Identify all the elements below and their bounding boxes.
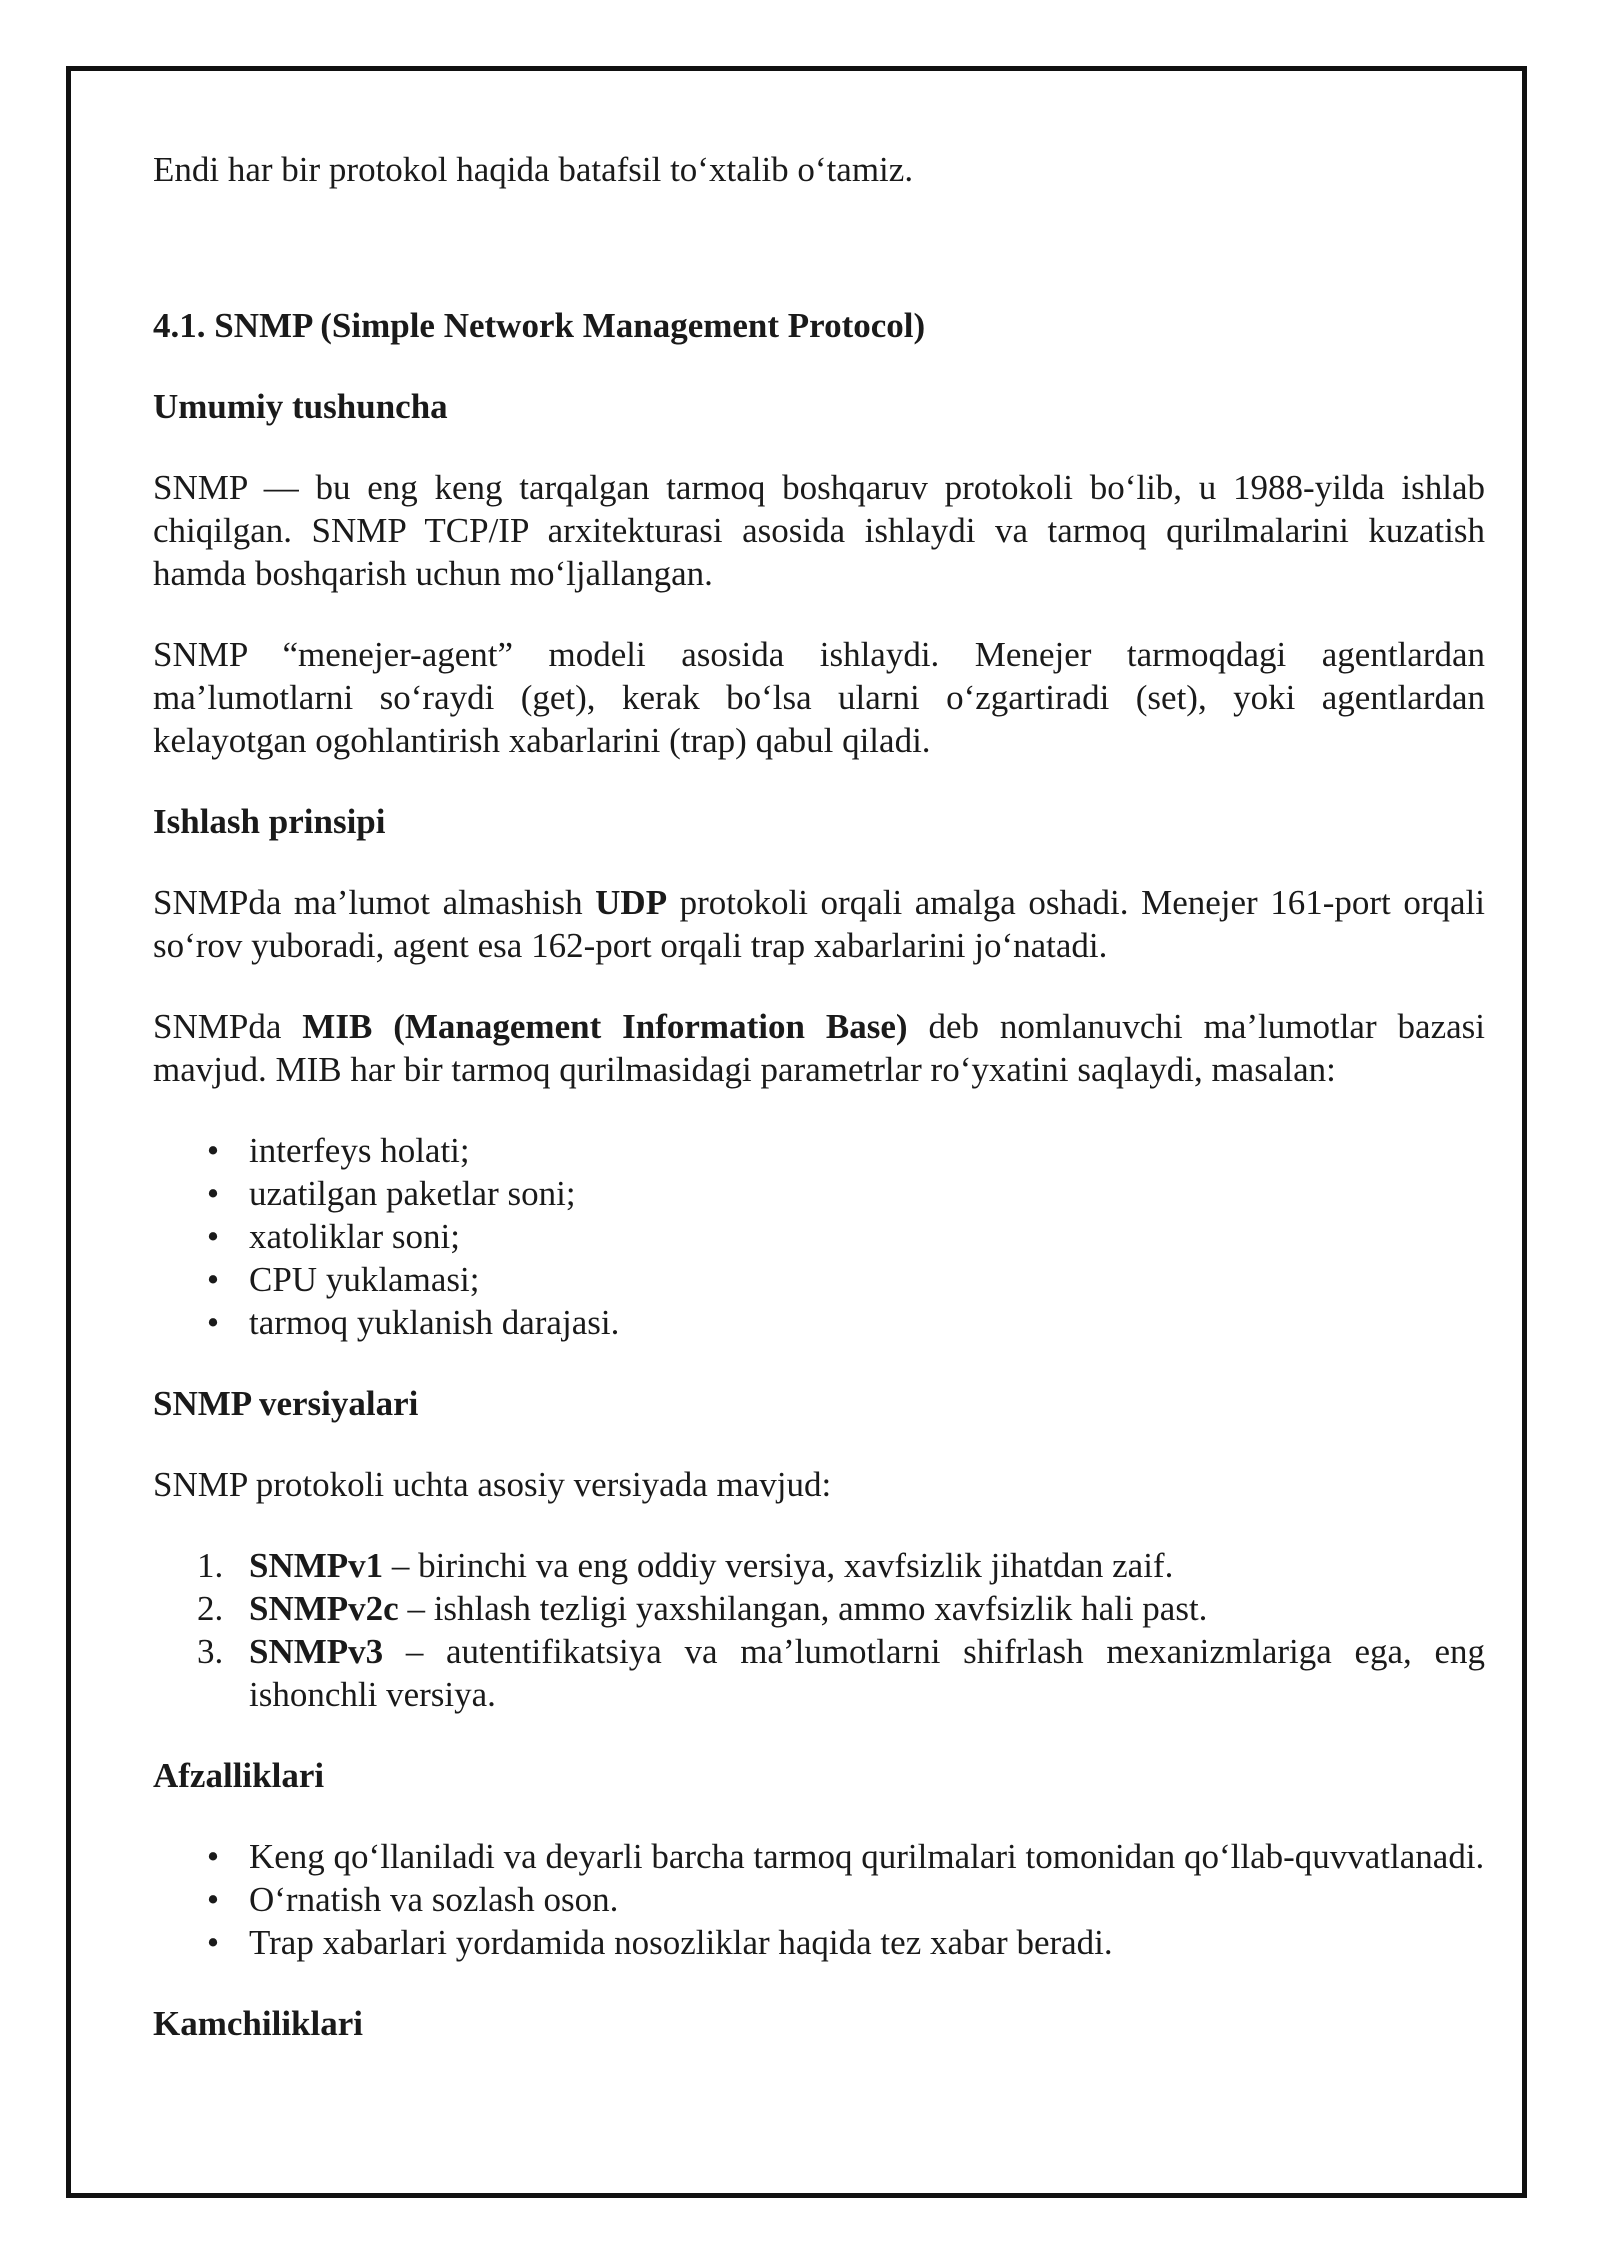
- list-item: [153, 1630, 1485, 1716]
- list-item: [153, 1587, 1485, 1630]
- text-segment: SNMPda ma’lumot almashish: [153, 883, 596, 922]
- document-body: [153, 148, 1485, 2083]
- version-description: – ishlash tezligi yaxshilangan, ammo xavfsizlik hali past.: [398, 1589, 1208, 1628]
- list-item: [153, 1215, 1485, 1258]
- bullet-marker: •: [206, 1923, 220, 1962]
- list-item-text: interfeys holati;: [249, 1131, 470, 1170]
- umumiy-paragraph-1: SNMP — bu eng keng tarqalgan tarmoq boshqaruv protokoli bo‘lib, u 1988-yilda ishlab chiqilgan. SNMP TCP/IP arxitekturasi asosida ishlaydi va tarmoq qurilmalarini kuzatish hamda boshqarish uchun mo‘ljallangan.: [153, 468, 1485, 593]
- section-title: 4.1. SNMP (Simple Network Management Protocol): [153, 306, 926, 345]
- bullet-marker: •: [206, 1131, 220, 1170]
- heading-afzalliklari: Afzalliklari: [153, 1756, 325, 1795]
- ishlash-paragraph-1: [153, 881, 1485, 967]
- umumiy-paragraph-2: SNMP “menejer-agent” modeli asosida ishlaydi. Menejer tarmoqdagi agentlardan ma’lumotlarni so‘raydi (get), kerak bo‘lsa ularni o‘zgartiradi (set), yoki agentlardan kelayotgan ogohlantirish xabarlarini (trap) qabul qiladi.: [153, 635, 1485, 760]
- list-item: [153, 1129, 1485, 1172]
- heading-snmp-versiyalari: SNMP versiyalari: [153, 1384, 419, 1423]
- bullet-marker: •: [206, 1260, 220, 1299]
- list-item: [153, 1544, 1485, 1587]
- version-name: SNMPv2c: [249, 1589, 399, 1628]
- bullet-marker: •: [206, 1174, 220, 1213]
- bullet-marker: •: [206, 1217, 220, 1256]
- list-item-text: Trap xabarlari yordamida nosozliklar haqida tez xabar beradi.: [249, 1923, 1113, 1962]
- bullet-marker: •: [206, 1303, 220, 1342]
- bullet-marker: •: [206, 1880, 220, 1919]
- udp-bold: UDP: [595, 883, 668, 922]
- list-item-text: O‘rnatish va sozlash oson.: [249, 1880, 619, 1919]
- list-item-text: tarmoq yuklanish darajasi.: [249, 1303, 620, 1342]
- list-item-text: Keng qo‘llaniladi va deyarli barcha tarmoq qurilmalari tomonidan qo‘llab-quvvatlanadi.: [249, 1837, 1485, 1876]
- list-item-text: CPU yuklamasi;: [249, 1260, 480, 1299]
- mib-bold: MIB (Management Information Base): [302, 1007, 908, 1046]
- list-number: 3.: [197, 1632, 224, 1671]
- version-list: [153, 1544, 1485, 1716]
- version-description: – autentifikatsiya va ma’lumotlarni shifrlash mexanizmlariga ega, eng ishonchli versiya.: [249, 1632, 1485, 1714]
- mib-parameter-list: [153, 1129, 1485, 1344]
- versiyalar-intro: SNMP protokoli uchta asosiy versiyada mavjud:: [153, 1465, 832, 1504]
- heading-kamchiliklari: Kamchiliklari: [153, 2004, 363, 2043]
- heading-ishlash-prinsipi: Ishlash prinsipi: [153, 802, 386, 841]
- list-number: 1.: [197, 1546, 224, 1585]
- version-description: – birinchi va eng oddiy versiya, xavfsizlik jihatdan zaif.: [383, 1546, 1174, 1585]
- list-item: [153, 1835, 1485, 1878]
- intro-paragraph: Endi har bir protokol haqida batafsil to‘xtalib o‘tamiz.: [153, 150, 914, 189]
- list-item: [153, 1878, 1485, 1921]
- list-item: [153, 1172, 1485, 1215]
- text-segment: SNMPda: [153, 1007, 303, 1046]
- list-item-text: uzatilgan paketlar soni;: [249, 1174, 576, 1213]
- version-name: SNMPv3: [249, 1632, 384, 1671]
- version-name: SNMPv1: [249, 1546, 384, 1585]
- list-number: 2.: [197, 1589, 224, 1628]
- text-segment: protokoli orqali amalga oshadi. Menejer 161-port orqali so‘rov yuboradi, agent esa 162-port orqali trap xabarlarini jo‘natadi.: [153, 883, 1485, 965]
- ishlash-paragraph-2: [153, 1005, 1485, 1091]
- heading-umumiy-tushuncha: Umumiy tushuncha: [153, 387, 448, 426]
- list-item: [153, 1921, 1485, 1964]
- list-item: [153, 1301, 1485, 1344]
- list-item-text: xatoliklar soni;: [249, 1217, 460, 1256]
- bullet-marker: •: [206, 1837, 220, 1876]
- advantages-list: [153, 1835, 1485, 1964]
- list-item: [153, 1258, 1485, 1301]
- text-segment: deb nomlanuvchi ma’lumotlar bazasi mavjud. MIB har bir tarmoq qurilmasidagi parametrlar ro‘yxatini saqlaydi, masalan:: [153, 1007, 1485, 1089]
